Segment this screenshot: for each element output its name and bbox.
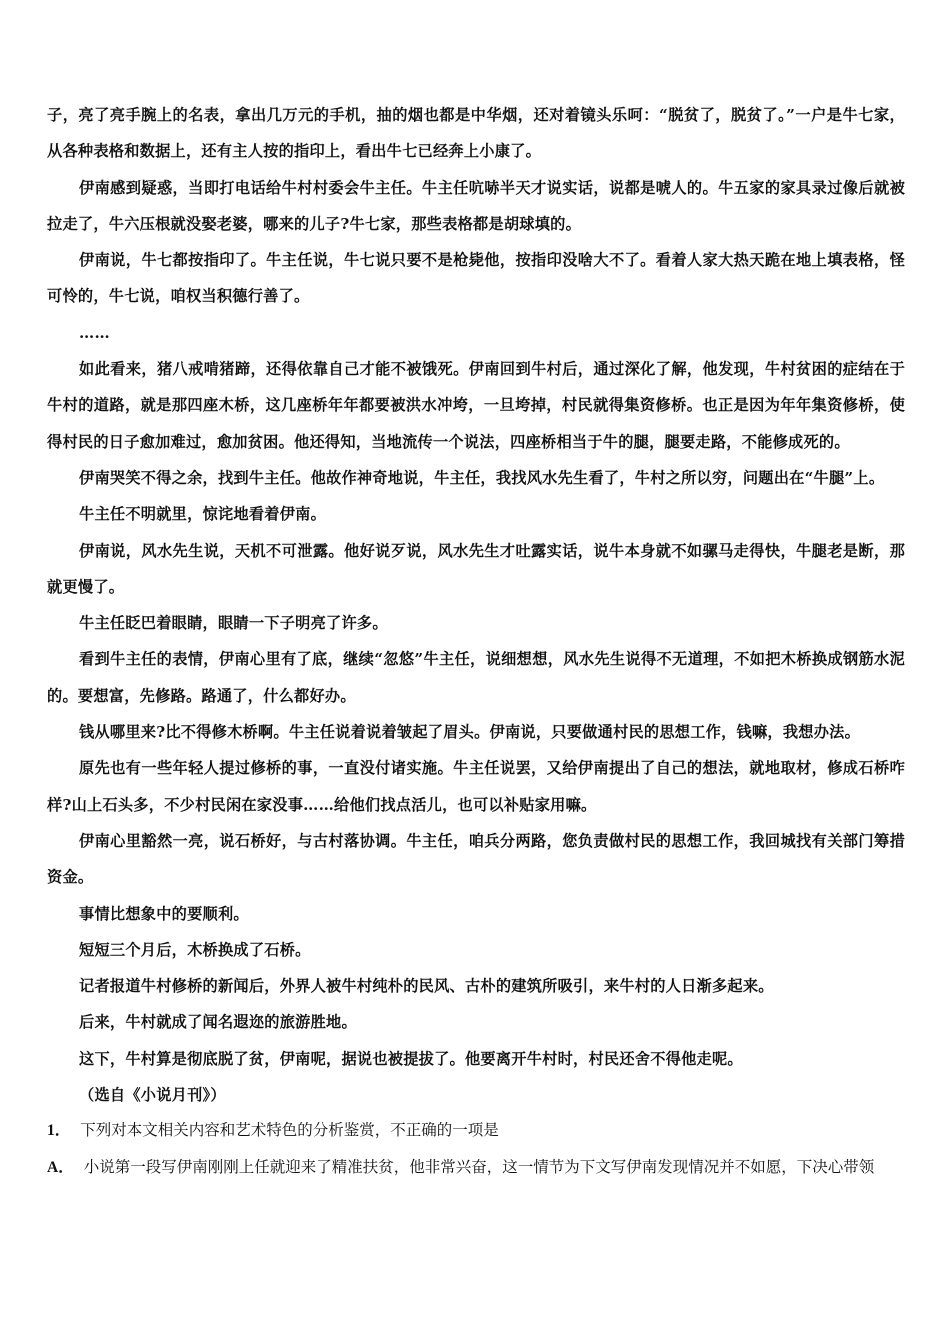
paragraph: 伊南感到疑惑，当即打电话给牛村村委会牛主任。牛主任吭哧半天才说实话，说都是唬人的。牛五家的家具录过像后就被拉走了，牛六压根就没娶老婆，哪来的儿子?牛七家，那些表格都是胡球填的。: [47, 178, 905, 233]
paragraph: 原先也有一些年轻人提过修桥的事，一直没付诸实施。牛主任说罢，又给伊南提出了自己的想法，就地取材，修成石桥咋样?山上石头多，不少村民闲在家没事……给他们找点活儿，也可以补贴家用嘛。: [47, 759, 905, 814]
ellipsis-line: ……: [79, 323, 110, 342]
paragraph: 子，亮了亮手腕上的名表，拿出几万元的手机，抽的烟也都是中华烟，还对着镜头乐呵：“脱贫了，脱贫了。”一户是牛七家，从各种表格和数据上，还有主人按的指印上，看出牛七已经奔上小康了。: [47, 106, 905, 161]
question-text: 下列对本文相关内容和艺术特色的分析鉴赏，不正确的一项是: [80, 1122, 499, 1140]
source-citation: （选自《小说月刊》）: [79, 1086, 226, 1105]
paragraph: 后来，牛村就成了闻名遐迩的旅游胜地。: [79, 1013, 357, 1032]
paragraph: 伊南哭笑不得之余，找到牛主任。他故作神奇地说，牛主任，我找风水先生看了，牛村之所以穷，问题出在“牛腿”上。: [79, 468, 885, 487]
question-number: 1．: [47, 1122, 71, 1140]
paragraph: 牛主任眨巴着眼睛，眼睛一下子明亮了许多。: [79, 614, 388, 633]
paragraph: 伊南说，牛七都按指印了。牛主任说，牛七说只要不是枪毙他，按指印没啥大不了。看着人家大热天跪在地上填表格，怪可怜的，牛七说，咱权当积德行善了。: [47, 251, 905, 306]
paragraph: 伊南心里豁然一亮，说石桥好，与古村落协调。牛主任，咱兵分两路，您负责做村民的思想工作，我回城找有关部门筹措资金。: [47, 831, 905, 887]
option-text: 小说第一段写伊南刚刚上任就迎来了精准扶贫，他非常兴奋，这一情节为下文写伊南发现情况并不如愿，下决心带领: [83, 1158, 875, 1176]
article-body: [47, 97, 905, 1186]
paragraph: 伊南说，风水先生说，天机不可泄露。他好说歹说，风水先生才吐露实话，说牛本身就不如骡马走得快，牛腿老是断，那就更慢了。: [47, 541, 905, 596]
paragraph: 记者报道牛村修桥的新闻后，外界人被牛村纯朴的民风、古朴的建筑所吸引，来牛村的人日渐多起来。: [79, 977, 774, 996]
paragraph: 如此看来，猪八戒啃猪蹄，还得依靠自己才能不被饿死。伊南回到牛村后，通过深化了解，他发现，牛村贫困的症结在于牛村的道路，就是那四座木桥，这几座桥年年都要被洪水冲垮，一旦垮掉，村民就得集资修桥。也正是因为年年集资修桥，使得村民的日子愈加难过，愈加贫困。他还得知，当地流传一个说法，四座桥相当于牛的腿，腿要走路，不能修成死的。: [47, 360, 905, 451]
paragraph: 牛主任不明就里，惊诧地看着伊南。: [79, 505, 326, 524]
option-a: [47, 1150, 905, 1186]
paragraph: 这下，牛村算是彻底脱了贫，伊南呢，据说也被提拔了。他要离开牛村时，村民还舍不得他走呢。: [79, 1049, 743, 1068]
paragraph: 短短三个月后，木桥换成了石桥。: [79, 940, 311, 959]
question-1: [47, 1113, 905, 1149]
paragraph: 看到牛主任的表情，伊南心里有了底，继续“忽悠”牛主任，说细想想，风水先生说得不无道理，不如把木桥换成钢筋水泥的。要想富，先修路。路通了，什么都好办。: [47, 650, 905, 705]
paragraph: 钱从哪里来?比不得修木桥啊。牛主任说着说着皱起了眉头。伊南说，只要做通村民的思想工作，钱嘛，我想办法。: [79, 723, 861, 742]
paragraph: 事情比想象中的要顺利。: [79, 904, 249, 923]
option-label: A．: [47, 1158, 74, 1176]
